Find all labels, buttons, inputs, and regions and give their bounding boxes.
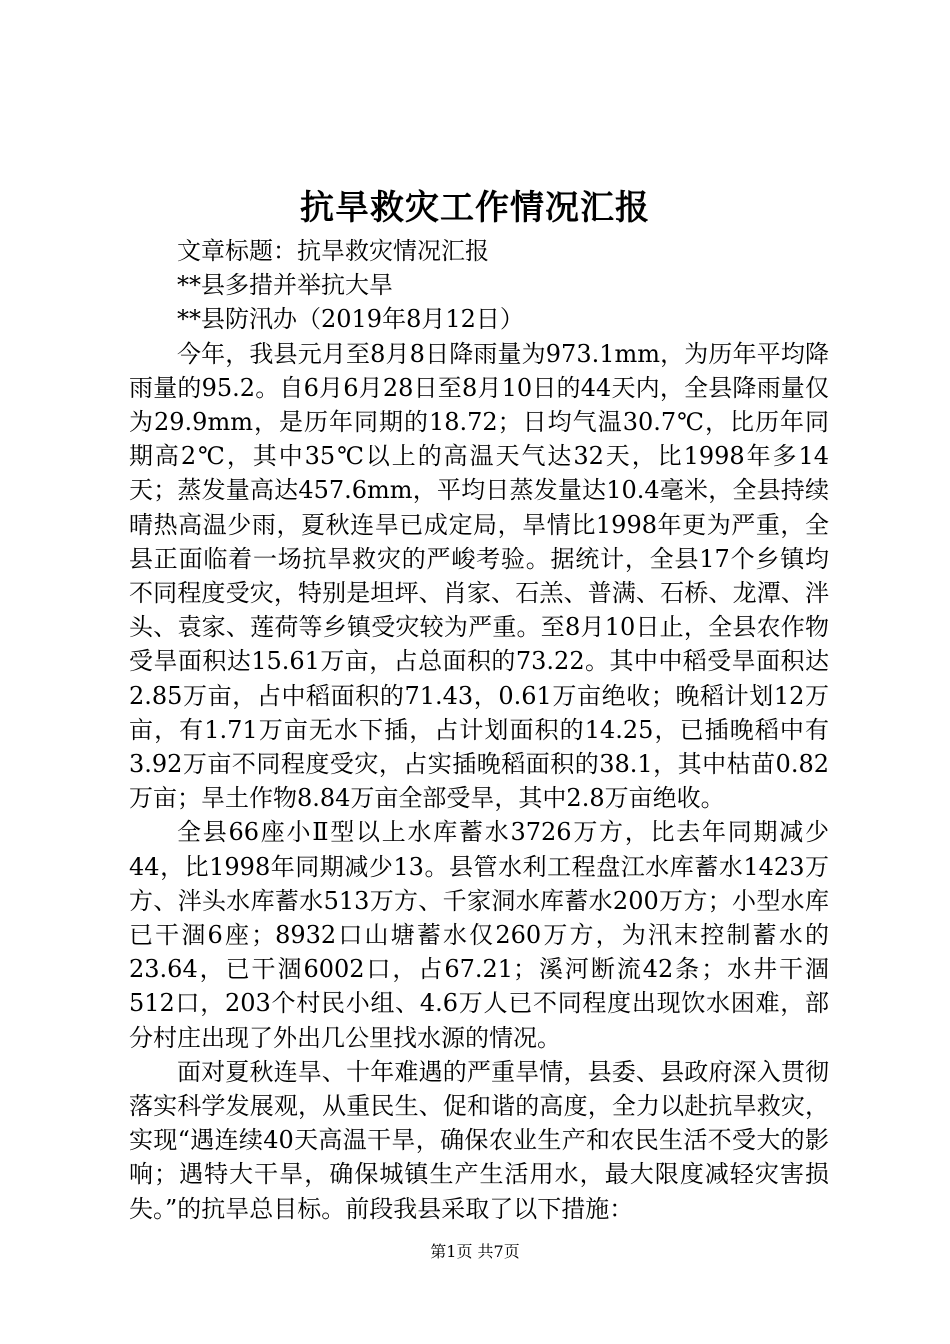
headline-line: **县多措并举抗大旱: [177, 271, 393, 300]
paragraph-response-measures: 面对夏秋连旱、十年难遇的严重旱情，县委、县政府深入贯彻落实科学发展观，从重民生、促和谐的高度，全力以赴抗旱救灾，实现“遇连续40天高温干旱，确保农业生产和农民生活不受大的影响；遇特大干旱，确保城镇生产生活用水，最大限度减轻灾害损失。”的抗旱总目标。前段我县采取了以下措施：: [129, 1057, 829, 1223]
paragraph-reservoir-status: 全县66座小Ⅱ型以上水库蓄水3726万方，比去年同期减少44，比1998年同期减少13。县管水利工程盘江水库蓄水1423万方、泮头水库蓄水513万方、千家洞水库蓄水200万方；小型水库已干涸6座；8932口山塘蓄水仅260万方，为汛末控制蓄水的23.64，已干涸6002口，占67.21；溪河断流42条；水井干涸512口，203个村民小组、4.6万人已不同程度出现饮水困难，部分村庄出现了外出几公里找水源的情况。: [129, 818, 829, 1052]
page-footer: 第1页 共7页: [430, 1242, 520, 1261]
article-title-line: 文章标题：抗旱救灾情况汇报: [177, 237, 489, 265]
document-title: 抗旱救灾工作情况汇报: [300, 188, 650, 228]
source-date-line: **县防汛办（2019年8月12日）: [177, 305, 524, 334]
paragraph-drought-overview: 今年，我县元月至8月8日降雨量为973.1mm，为历年平均降雨量的95.2。自6月6月28日至8月10日的44天内，全县降雨量仅为29.9mm，是历年同期的18.72；日均气温30.7℃，比历年同期高2℃，其中35℃以上的高温天气达32天，比1998年多14天；蒸发量高达457.6mm，平均日蒸发量达10.4毫米，全县持续晴热高温少雨，夏秋连旱已成定局，旱情比1998年更为严重，全县正面临着一场抗旱救灾的严峻考验。据统计，全县17个乡镇均不同程度受灾，特别是坦坪、肖家、石羔、普满、石桥、龙潭、泮头、袁家、莲荷等乡镇受灾较为严重。至8月10日止，全县农作物受旱面积达15.61万亩，占总面积的73.22。其中中稻受旱面积达2.85万亩，占中稻面积的71.43，0.61万亩绝收；晚稻计划12万亩，有1.71万亩无水下插，占计划面积的14.25，已插晚稻中有3.92万亩不同程度受灾，占实插晚稻面积的38.1，其中枯苗0.82万亩；旱土作物8.84万亩全部受旱，其中2.8万亩绝收。: [129, 339, 829, 813]
document-body: [129, 234, 829, 1226]
